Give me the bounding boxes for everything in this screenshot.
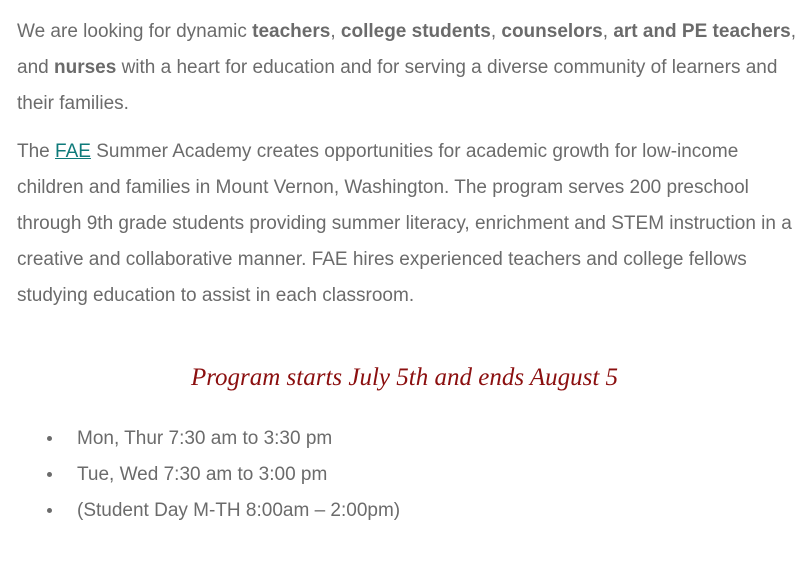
role-art-pe-teachers: art and PE teachers — [613, 21, 791, 42]
about-lead: The — [17, 141, 56, 162]
schedule-item-text: (Student Day M-TH 8:00am – 2:00pm) — [77, 500, 401, 521]
intro-text-5: , and — [17, 21, 797, 78]
intro-text-1: We are looking for dynamic — [17, 21, 253, 42]
schedule-item-text: Mon, Thur 7:30 am to 3:30 pm — [77, 428, 333, 449]
schedule-list — [38, 421, 400, 529]
schedule-item — [38, 493, 400, 529]
schedule-item-text: Tue, Wed 7:30 am to 3:00 pm — [77, 464, 328, 485]
main-content — [17, 14, 797, 314]
role-teachers: teachers — [252, 21, 331, 42]
intro-paragraph — [17, 14, 797, 122]
program-dates-heading: Program starts July 5th and ends August 5 — [190, 364, 619, 391]
intro-text-4: , — [602, 21, 614, 42]
role-nurses: nurses — [53, 57, 117, 78]
about-text: Summer Academy creates opportunities for academic growth for low-income children and families in Mount Vernon, Washington. The program serves 200 preschool through 9th grade students providing summer literacy, enrichment and STEM instruction in a creative and collaborative manner. FAE hires experienced teachers and college fellows studying education to assist in each classroom. — [17, 141, 792, 306]
intro-text-2: , — [330, 21, 341, 42]
intro-text-3: , — [490, 21, 502, 42]
schedule-item — [38, 421, 400, 457]
intro-text-6: with a heart for education and for serving a diverse community of learners and their families. — [17, 57, 778, 114]
bullet-icon — [47, 436, 52, 441]
bullet-icon — [47, 472, 52, 477]
role-counselors: counselors — [501, 21, 603, 42]
role-college-students: college students — [340, 21, 491, 42]
bullet-icon — [47, 508, 52, 513]
schedule-item — [38, 457, 400, 493]
about-paragraph — [17, 134, 797, 314]
fae-link[interactable]: FAE — [55, 141, 91, 162]
